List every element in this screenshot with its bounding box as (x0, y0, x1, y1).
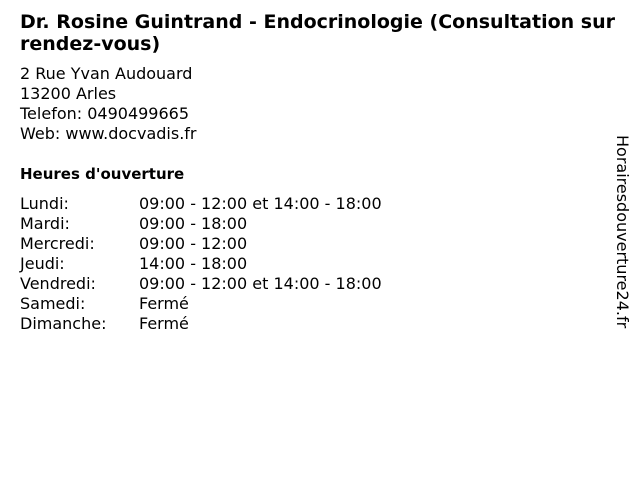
day-hours: 09:00 - 12:00 et 14:00 - 18:00 (139, 274, 382, 293)
opening-hours-heading: Heures d'ouverture (20, 165, 185, 183)
address-city: 13200 Arles (20, 84, 117, 103)
page-title: Dr. Rosine Guintrand - Endocrinologie (Consultation sur rendez-vous) (20, 11, 615, 55)
day-hours: Fermé (139, 294, 189, 313)
day-label: Vendredi: (20, 274, 96, 293)
website: Web: www.docvadis.fr (20, 124, 197, 143)
address-block (20, 64, 196, 144)
hours-row-vendredi (20, 274, 382, 294)
hours-row-dimanche (20, 314, 382, 334)
day-hours: 09:00 - 18:00 (139, 214, 248, 233)
hours-row-mardi (20, 214, 382, 234)
day-label: Jeudi: (20, 254, 65, 273)
day-hours: 09:00 - 12:00 et 14:00 - 18:00 (139, 194, 382, 213)
hours-row-lundi (20, 194, 382, 214)
phone-number: Telefon: 0490499665 (20, 104, 190, 123)
site-watermark: Horairesdouverture24.fr (613, 135, 632, 329)
day-label: Mardi: (20, 214, 70, 233)
day-label: Lundi: (20, 194, 69, 213)
day-label: Dimanche: (20, 314, 107, 333)
day-label: Samedi: (20, 294, 86, 313)
hours-row-samedi (20, 294, 382, 314)
day-hours: 09:00 - 12:00 (139, 234, 248, 253)
day-hours: Fermé (139, 314, 189, 333)
day-hours: 14:00 - 18:00 (139, 254, 248, 273)
hours-row-jeudi (20, 254, 382, 274)
address-street: 2 Rue Yvan Audouard (20, 64, 193, 83)
opening-hours-list (20, 194, 382, 334)
hours-row-mercredi (20, 234, 382, 254)
day-label: Mercredi: (20, 234, 95, 253)
